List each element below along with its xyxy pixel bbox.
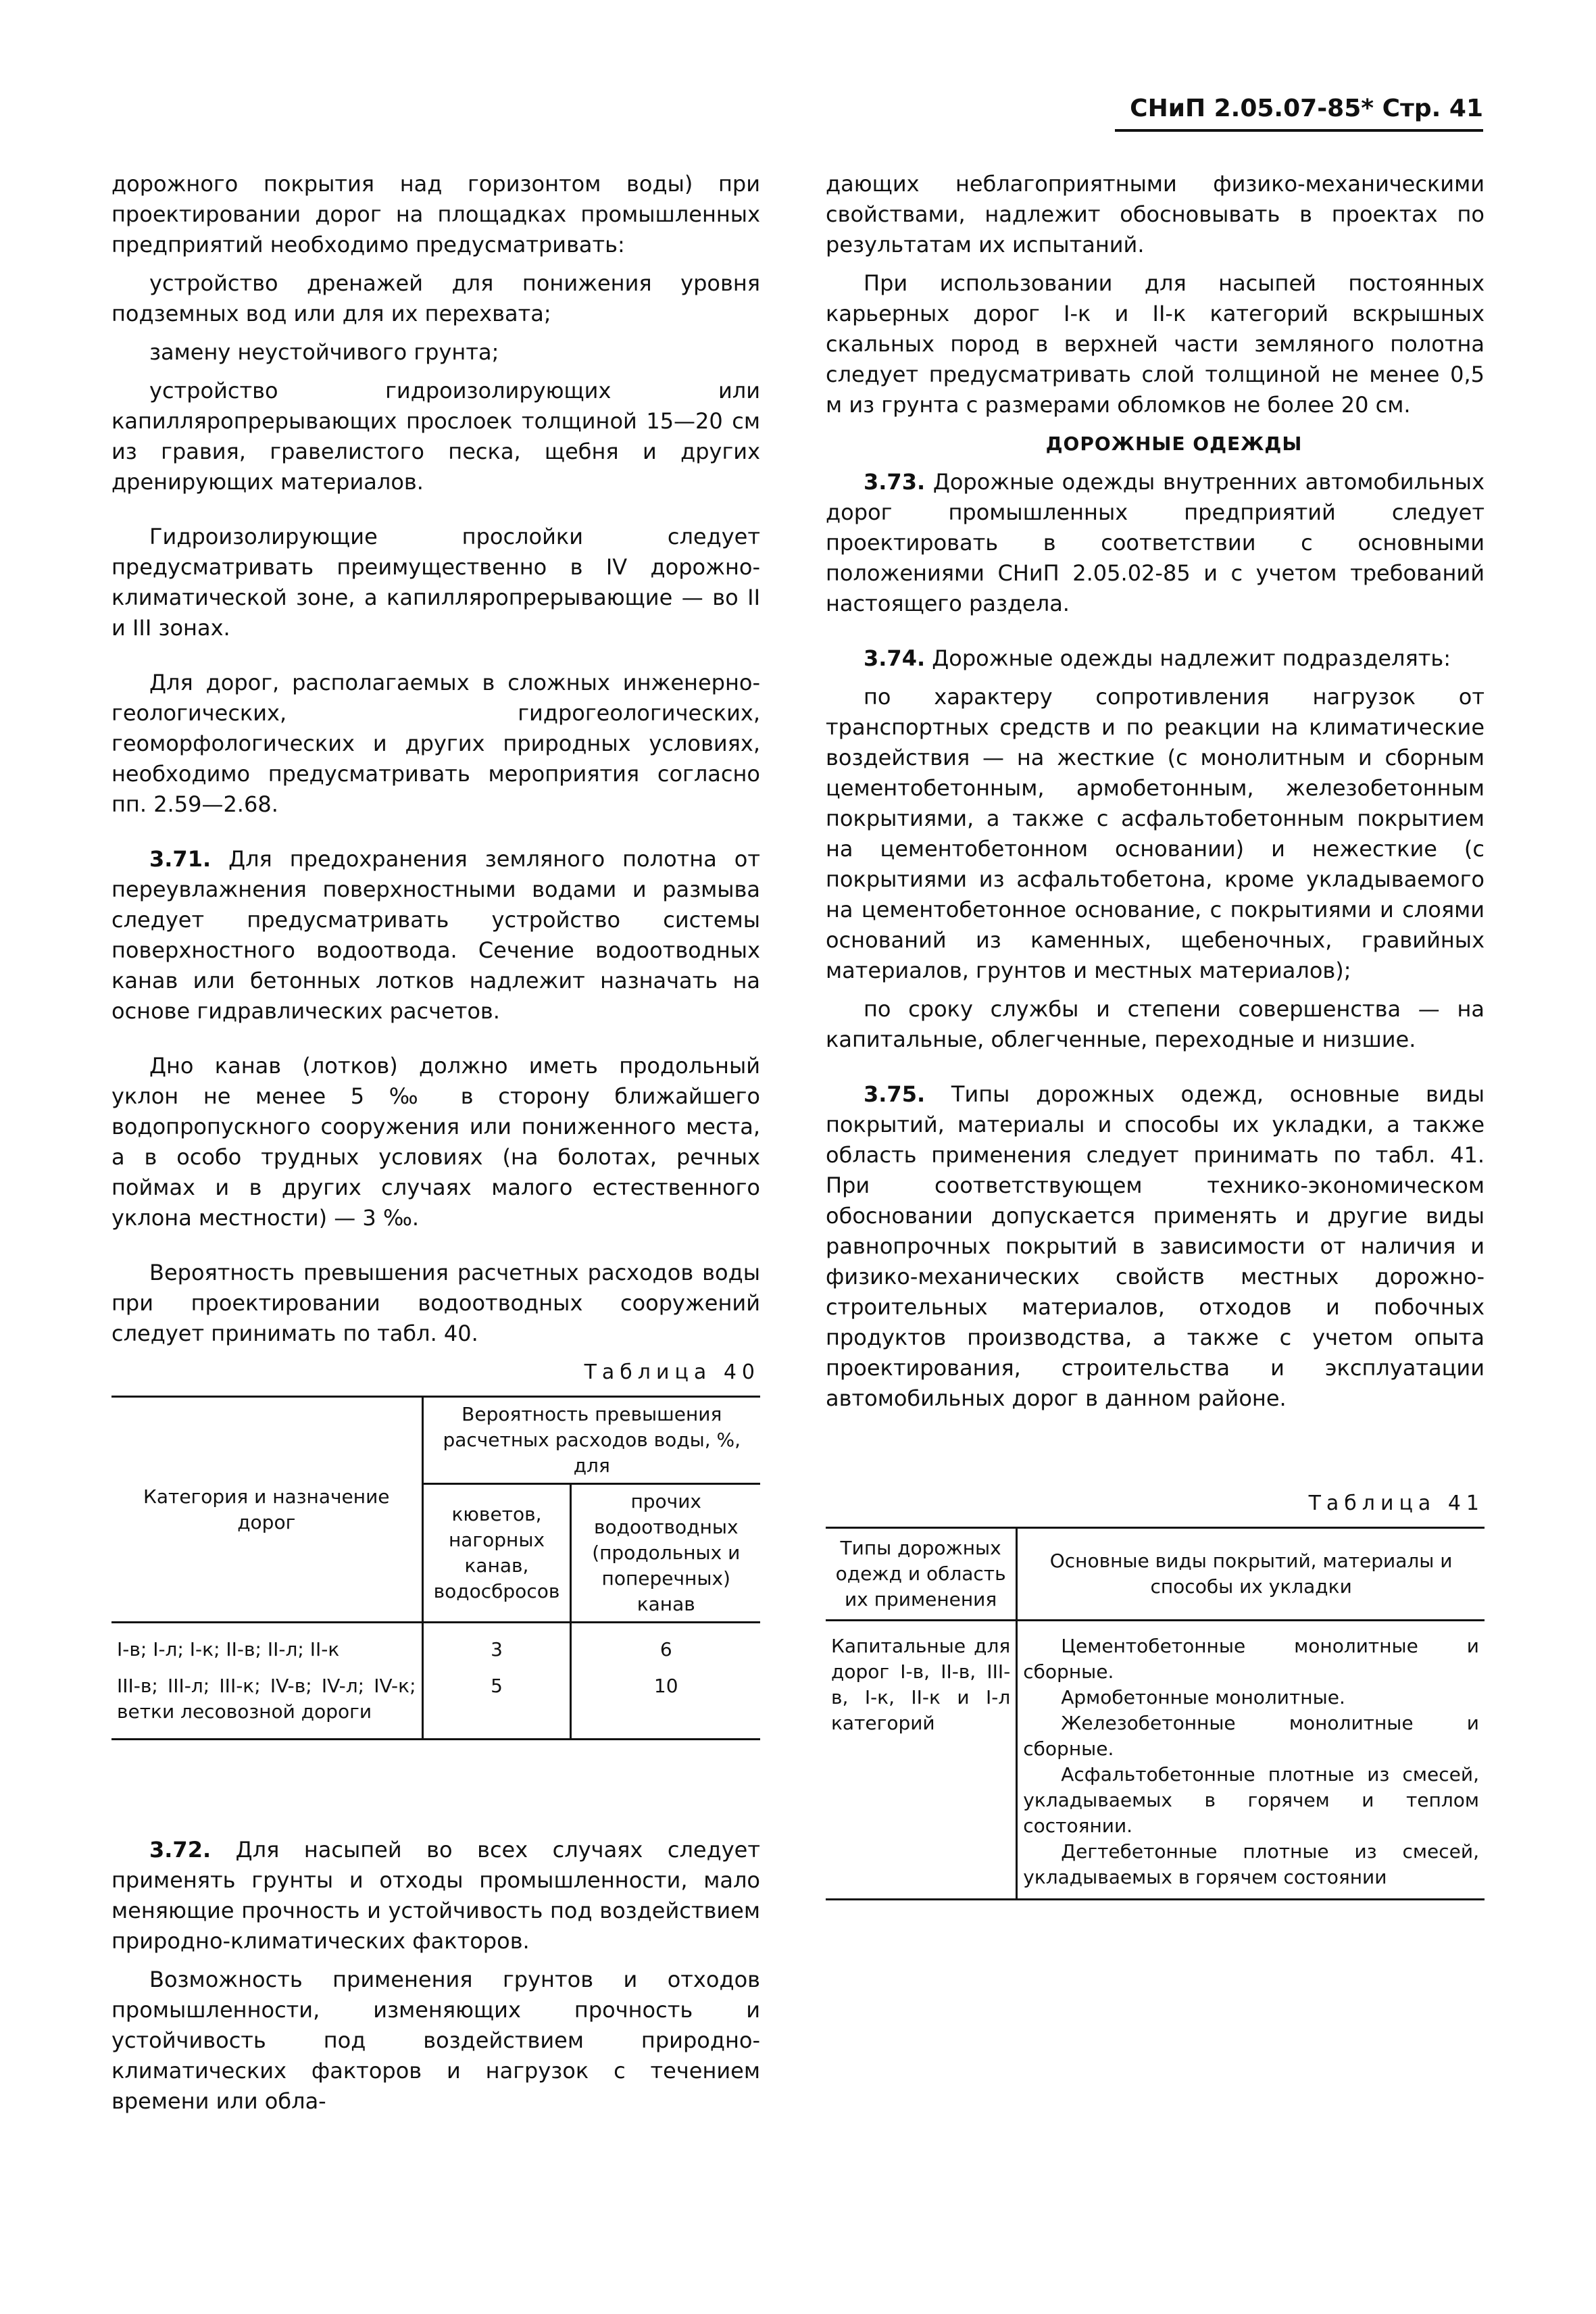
paragraph: по характеру сопротивления нагрузок от транспортных средств и по реакции на климатические воздействия — на жесткие (с монолитным и сборным цементобетонным, армобетонным, железобетонным покрытиями, а также с асфальтобетонным покрытием на цементобетонном основании) и нежесткие (с покрытиями из асфальтобетона, кроме укладываемого на цементобетонное основание, с покрытиями и слоями оснований из каменных, щебеночных, гравийных материалов, грунтов и местных материалов); xyxy=(826,684,1485,983)
table-40-caption: Таблица 40 xyxy=(584,1360,760,1384)
clause-number: 3.73. xyxy=(864,469,926,495)
coverage-item: Железобетонные монолитные и сборные. xyxy=(1023,1712,1479,1760)
section-title: ДОРОЖНЫЕ ОДЕЖДЫ xyxy=(1045,433,1303,455)
clause-text: Для насыпей во всех случаях следует применять грунты и отходы промышленности, мало меняющие прочность и устойчивость под воздействием природно-климатических факторов. xyxy=(111,1837,761,1954)
table-41 xyxy=(826,1527,1485,1900)
clause-number: 3.74. xyxy=(864,645,926,671)
table-header: Типы дорожных одежд и область их применения xyxy=(826,1528,1017,1621)
table-cell: III-в; III-л; III-к; IV-в; IV-л; IV-к; ветки лесовозной дороги xyxy=(117,1675,416,1723)
left-column xyxy=(111,169,760,2125)
paragraph: по сроку службы и степени совершенства — на капитальные, облегченные, переходные и низшие. xyxy=(826,996,1485,1052)
table-row xyxy=(111,1623,760,1669)
coverage-item: Цементобетонные монолитные и сборные. xyxy=(1023,1635,1479,1683)
coverage-item: Асфальтобетонные плотные из смесей, укладываемых в горячем и теплом состоянии. xyxy=(1023,1763,1479,1837)
table-cell: 10 xyxy=(571,1668,760,1740)
document-code: СНиП 2.05.07-85* xyxy=(1130,95,1374,122)
clause-text: Дорожные одежды внутренних автомобильных дорог промышленных предприятий следует проектировать в соответствии с основными положениями СНиП 2.05.02-85 и с учетом требований настоящего раздела. xyxy=(826,469,1485,616)
table-cell: 3 xyxy=(422,1623,571,1669)
clause-text: Дорожные одежды надлежит подразделять: xyxy=(932,645,1451,671)
table-header: Категория и назначение дорог xyxy=(111,1397,422,1623)
paragraph: Возможность применения грунтов и отходов промышленности, изменяющих прочность и устойчивость под воздействием природно-климатических факторов и нагрузок с течением времени или обла- xyxy=(111,1967,760,2114)
table-row xyxy=(826,1621,1485,1900)
table-cell: Капитальные для дорог I-в, II-в, III-в, I-к, II-к и I-л категорий xyxy=(831,1635,1011,1734)
paragraph: дающих неблагоприятными физико-механическими свойствами, надлежит обосновывать в проектах по результатам их испытаний. xyxy=(826,171,1485,257)
table-header: Основные виды покрытий, материалы и способы их укладки xyxy=(1017,1528,1485,1621)
page-number: Стр. 41 xyxy=(1382,95,1483,122)
paragraph: Гидроизолирующие прослойки следует предусматривать преимущественно в IV дорожно-климатической зоне, а капилляропрерывающие — во II и III зонах. xyxy=(111,524,760,641)
clause-3-75 xyxy=(826,1079,1485,1414)
paragraph: Для дорог, располагаемых в сложных инженерно-геологических, гидрогеологических, геоморфологических и других природных условиях, необходимо предусматривать мероприятия согласно пп. 2.59—2.68. xyxy=(111,670,760,817)
coverage-item: Армобетонные монолитные. xyxy=(1061,1686,1345,1708)
table-41-caption: Таблица 41 xyxy=(1308,1492,1485,1515)
paragraph: устройство гидроизолирующих или капилляропрерывающих прослоек толщиной 15—20 см из гравия, гравелистого песка, щебня и других дренирующих материалов. xyxy=(111,378,760,495)
table-header: кюветов, нагорных канав, водосбросов xyxy=(422,1484,571,1623)
paragraph: Вероятность превышения расчетных расходов воды при проектировании водоотводных сооружений следует принимать по табл. 40. xyxy=(111,1260,760,1346)
table-40 xyxy=(111,1396,760,1740)
table-cell: 6 xyxy=(571,1623,760,1669)
clause-3-74 xyxy=(826,643,1485,674)
table-header: Вероятность превышения расчетных расходов воды, %, для xyxy=(422,1397,760,1484)
table-header: прочих водоотводных (продольных и поперечных) канав xyxy=(571,1484,760,1623)
table-cell: I-в; I-л; I-к; II-в; II-л; II-к xyxy=(117,1638,340,1660)
table-cell: 5 xyxy=(422,1668,571,1740)
paragraph: При использовании для насыпей постоянных карьерных дорог I-к и II-к категорий вскрышных скальных пород в верхней части земляного полотна следует предусматривать слой толщиной не менее 0,5 м из грунта с размерами обломков не более 20 см. xyxy=(826,270,1485,418)
clause-3-71 xyxy=(111,844,760,1027)
paragraph: устройство дренажей для понижения уровня подземных вод или для их перехвата; xyxy=(111,270,760,326)
paragraph: замену неустойчивого грунта; xyxy=(149,339,499,365)
clause-number: 3.71. xyxy=(149,846,211,872)
clause-number: 3.72. xyxy=(149,1837,211,1863)
clause-3-73 xyxy=(826,467,1485,619)
paragraph: Дно канав (лотков) должно иметь продольный уклон не менее 5 ‰ в сторону ближайшего водопропускного сооружения или пониженного места, а в особо трудных условиях (на болотах, речных поймах и в других случаях малого естественного уклона местности) — 3 ‰. xyxy=(111,1053,760,1231)
clause-text: Типы дорожных одежд, основные виды покрытий, материалы и способы их укладки, а также область применения следует принимать по табл. 41. При соответствующем технико-экономическом обосновании допускается применять и другие виды равнопрочных покрытий в зависимости от наличия и физико-механических свойств местных дорожно-строительных материалов, отходов и побочных продуктов производства, а также с учетом опыта проектирования, строительства и эксплуатации автомобильных дорог в данном районе. xyxy=(826,1081,1485,1411)
table-row xyxy=(111,1668,760,1740)
right-column xyxy=(826,169,1485,1900)
paragraph: дорожного покрытия над горизонтом воды) при проектировании дорог на площадках промышленных предприятий необходимо предусматривать: xyxy=(111,171,760,257)
clause-3-72 xyxy=(111,1835,760,1956)
table-cell xyxy=(1017,1621,1485,1900)
clause-number: 3.75. xyxy=(864,1081,926,1107)
coverage-item: Дегтебетонные плотные из смесей, укладываемых в горячем состоянии xyxy=(1023,1840,1479,1888)
page-header xyxy=(1115,95,1483,132)
clause-text: Для предохранения земляного полотна от переувлажнения поверхностными водами и размыва следует предусматривать устройство системы поверхностного водоотвода. Сечение водоотводных канав или бетонных лотков надлежит назначать на основе гидравлических расчетов. xyxy=(111,846,760,1024)
